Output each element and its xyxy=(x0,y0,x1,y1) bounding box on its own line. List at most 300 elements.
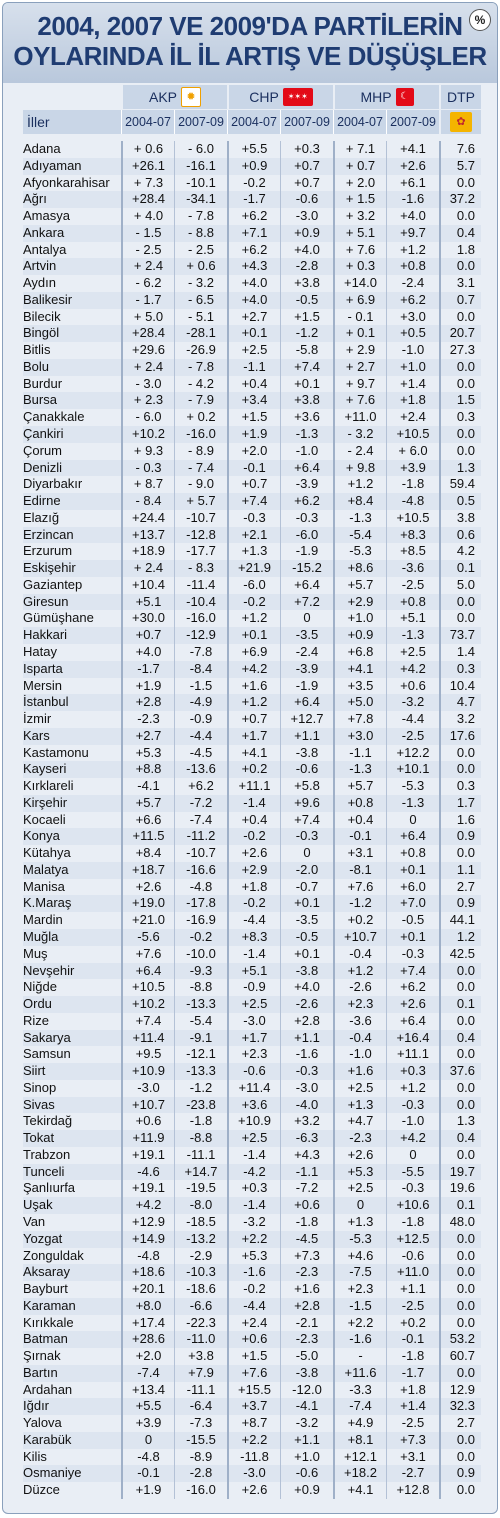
province-name: Ardahan xyxy=(23,1381,73,1397)
chp-2007-09: -5.8 xyxy=(280,342,333,359)
table-row xyxy=(23,912,481,929)
chp-2007-09: +0.9 xyxy=(280,1482,333,1499)
mhp-2004-07: +2.3 xyxy=(333,1281,386,1298)
mhp-2004-07: +1.0 xyxy=(333,610,386,627)
title-line-2: OYLARINDA İL İL ARTIŞ VE DÜŞÜŞLER xyxy=(13,41,487,71)
mhp-2004-07: +2.3 xyxy=(333,996,386,1013)
chp-2004-07: +0.3 xyxy=(227,1180,280,1197)
mhp-2007-09: -2.5 xyxy=(386,728,439,745)
chp-2007-09: -4.5 xyxy=(280,1231,333,1248)
mhp-2004-07: +8.6 xyxy=(333,560,386,577)
akp-logo-icon: ✹ xyxy=(181,87,201,107)
akp-2007-09: -6.6 xyxy=(174,1298,227,1315)
chp-2007-09: +0.1 xyxy=(280,946,333,963)
dtp-value: 1.2 xyxy=(439,929,481,946)
chp-2004-07: +21.9 xyxy=(227,560,280,577)
chp-2004-07: -3.0 xyxy=(227,1465,280,1482)
mhp-2007-09: +1.8 xyxy=(386,1382,439,1399)
chp-2004-07: +2.4 xyxy=(227,1315,280,1332)
mhp-2007-09: -3.2 xyxy=(386,694,439,711)
province-name: Tunceli xyxy=(23,1163,65,1179)
akp-2004-07: + 2.4 xyxy=(121,560,174,577)
mhp-2007-09: +2.4 xyxy=(386,409,439,426)
mhp-2004-07: +0.2 xyxy=(333,912,386,929)
chp-2004-07: +0.1 xyxy=(227,325,280,342)
akp-2007-09: -1.2 xyxy=(174,1080,227,1097)
akp-2004-07: +17.4 xyxy=(121,1315,174,1332)
mhp-2007-09: +2.6 xyxy=(386,158,439,175)
table-row xyxy=(23,158,481,175)
chp-2007-09: +4.3 xyxy=(280,1147,333,1164)
akp-2007-09: -10.0 xyxy=(174,946,227,963)
province-name: Bilecik xyxy=(23,308,61,324)
chp-2007-09: 0 xyxy=(280,610,333,627)
chp-2004-07: +2.5 xyxy=(227,996,280,1013)
chp-2007-09: -1.1 xyxy=(280,1164,333,1181)
akp-2004-07: - 6.2 xyxy=(121,275,174,292)
mhp-2004-07: + 9.7 xyxy=(333,376,386,393)
mhp-2007-09: +16.4 xyxy=(386,1030,439,1047)
table-row xyxy=(23,661,481,678)
akp-2007-09: -11.1 xyxy=(174,1382,227,1399)
akp-2004-07: -4.8 xyxy=(121,1248,174,1265)
dtp-value: 1.3 xyxy=(439,460,481,477)
mhp-2007-09: -2.4 xyxy=(386,275,439,292)
data-table xyxy=(23,141,481,1499)
province-name: Uşak xyxy=(23,1197,53,1213)
akp-2007-09: -13.2 xyxy=(174,1231,227,1248)
chp-2004-07: +10.9 xyxy=(227,1113,280,1130)
akp-2007-09: -26.9 xyxy=(174,342,227,359)
province-name: Kirşehir xyxy=(23,794,68,810)
table-row xyxy=(23,594,481,611)
mhp-2004-07: +3.1 xyxy=(333,845,386,862)
chp-2004-07: -4.4 xyxy=(227,1298,280,1315)
chp-2004-07: +1.9 xyxy=(227,426,280,443)
table-row xyxy=(23,1180,481,1197)
province-name: Diyarbakır xyxy=(23,476,83,492)
akp-2004-07: + 5.0 xyxy=(121,309,174,326)
akp-2007-09: -4.9 xyxy=(174,694,227,711)
mhp-2004-07: + 0.1 xyxy=(333,325,386,342)
akp-2004-07: + 4.0 xyxy=(121,208,174,225)
chp-2004-07: -0.6 xyxy=(227,1063,280,1080)
chp-2004-07: -1.1 xyxy=(227,359,280,376)
chp-2004-07: +6.2 xyxy=(227,208,280,225)
akp-2004-07: - 1.5 xyxy=(121,225,174,242)
province-name: Çanakkale xyxy=(23,409,85,425)
chp-2007-09: +7.4 xyxy=(280,359,333,376)
dtp-value: 1.7 xyxy=(439,795,481,812)
table-row xyxy=(23,275,481,292)
province-name: Karabük xyxy=(23,1431,72,1447)
chp-2007-09: -0.3 xyxy=(280,1063,333,1080)
chp-2007-09: -4.1 xyxy=(280,1398,333,1415)
akp-2007-09: -11.2 xyxy=(174,828,227,845)
mhp-2004-07: +7.8 xyxy=(333,711,386,728)
mhp-2004-07: + 2.0 xyxy=(333,175,386,192)
mhp-2004-07: +2.5 xyxy=(333,1180,386,1197)
akp-2007-09: -16.0 xyxy=(174,1482,227,1499)
province-name: Samsun xyxy=(23,1046,71,1062)
province-name: Şanlıurfa xyxy=(23,1180,76,1196)
mhp-2007-09: +12.5 xyxy=(386,1231,439,1248)
mhp-2004-07: -1.1 xyxy=(333,745,386,762)
mhp-2007-09: -0.3 xyxy=(386,1180,439,1197)
akp-2007-09: -2.9 xyxy=(174,1248,227,1265)
dtp-value: 5.0 xyxy=(439,577,481,594)
mhp-2004-07: -1.3 xyxy=(333,510,386,527)
chp-2004-07: +4.3 xyxy=(227,258,280,275)
table-row xyxy=(23,1348,481,1365)
akp-2004-07: - 8.4 xyxy=(121,493,174,510)
dtp-value: 0.1 xyxy=(439,560,481,577)
dtp-value: 0.0 xyxy=(439,1432,481,1449)
dtp-value: 1.6 xyxy=(439,812,481,829)
mhp-2007-09: -1.8 xyxy=(386,1348,439,1365)
province-name: Hakkari xyxy=(23,627,68,643)
table-row xyxy=(23,979,481,996)
akp-2007-09: -11.1 xyxy=(174,1147,227,1164)
mhp-2007-09: +0.5 xyxy=(386,325,439,342)
province-name: Yalova xyxy=(23,1415,62,1431)
province-name: Ankara xyxy=(23,224,65,240)
table-row xyxy=(23,895,481,912)
chp-2007-09: +1.6 xyxy=(280,1281,333,1298)
mhp-2004-07: +4.9 xyxy=(333,1415,386,1432)
mhp-2007-09: +6.2 xyxy=(386,292,439,309)
mhp-2004-07: -1.3 xyxy=(333,761,386,778)
chp-2007-09: +5.8 xyxy=(280,778,333,795)
chp-2007-09: +6.4 xyxy=(280,577,333,594)
akp-2007-09: + 5.7 xyxy=(174,493,227,510)
dtp-value: 0.0 xyxy=(439,1482,481,1499)
akp-2004-07: +4.0 xyxy=(121,644,174,661)
chp-2007-09: -0.3 xyxy=(280,828,333,845)
akp-2007-09: -13.6 xyxy=(174,761,227,778)
dtp-value: 0.0 xyxy=(439,1264,481,1281)
akp-2007-09: -16.0 xyxy=(174,426,227,443)
chp-period-1: 2004-07 xyxy=(227,110,280,134)
table-row xyxy=(23,325,481,342)
mhp-2004-07: + 0.3 xyxy=(333,258,386,275)
table-row xyxy=(23,627,481,644)
dtp-value: 17.6 xyxy=(439,728,481,745)
akp-2007-09: -4.5 xyxy=(174,745,227,762)
province-name: Malatya xyxy=(23,861,69,877)
mhp-2007-09: +12.2 xyxy=(386,745,439,762)
akp-2007-09: -13.3 xyxy=(174,996,227,1013)
mhp-2004-07: +0.9 xyxy=(333,627,386,644)
akp-2004-07: +19.1 xyxy=(121,1147,174,1164)
chp-2007-09: -0.6 xyxy=(280,761,333,778)
akp-2004-07: +13.7 xyxy=(121,527,174,544)
akp-2004-07: +1.9 xyxy=(121,678,174,695)
akp-label: AKP xyxy=(148,89,177,105)
province-name: Gümüşhane xyxy=(23,610,94,626)
table-row xyxy=(23,527,481,544)
akp-2004-07: +11.9 xyxy=(121,1130,174,1147)
dtp-value: 0.3 xyxy=(439,778,481,795)
akp-2007-09: -10.1 xyxy=(174,175,227,192)
mhp-2004-07: 0 xyxy=(333,1197,386,1214)
akp-2007-09: - 9.0 xyxy=(174,476,227,493)
province-name: Şırnak xyxy=(23,1348,61,1364)
chp-2007-09: -3.8 xyxy=(280,1365,333,1382)
mhp-2004-07: -0.4 xyxy=(333,1030,386,1047)
table-row xyxy=(23,1147,481,1164)
mhp-2004-07: +3.5 xyxy=(333,678,386,695)
chp-2004-07: +7.1 xyxy=(227,225,280,242)
dtp-value: 5.7 xyxy=(439,158,481,175)
mhp-2004-07: + 7.6 xyxy=(333,392,386,409)
chp-2004-07: +3.6 xyxy=(227,1097,280,1114)
akp-2004-07: + 7.3 xyxy=(121,175,174,192)
chp-2004-07: +1.6 xyxy=(227,678,280,695)
table-row xyxy=(23,1113,481,1130)
mhp-2007-09: +6.2 xyxy=(386,979,439,996)
mhp-2007-09: +1.2 xyxy=(386,1080,439,1097)
blank-header-cell xyxy=(23,85,121,109)
akp-2004-07: -4.1 xyxy=(121,778,174,795)
mhp-2007-09: +4.2 xyxy=(386,661,439,678)
mhp-2007-09: -1.3 xyxy=(386,795,439,812)
akp-2007-09: -8.8 xyxy=(174,1130,227,1147)
province-name: Konya xyxy=(23,828,60,844)
table-row xyxy=(23,1063,481,1080)
chp-2004-07: -0.2 xyxy=(227,895,280,912)
dtp-value: 3.2 xyxy=(439,711,481,728)
province-name: Bingöl xyxy=(23,325,60,341)
akp-2004-07: +10.5 xyxy=(121,979,174,996)
akp-2004-07: +4.2 xyxy=(121,1197,174,1214)
akp-2004-07: +13.4 xyxy=(121,1382,174,1399)
akp-2007-09: +3.8 xyxy=(174,1348,227,1365)
chp-2004-07: -11.8 xyxy=(227,1449,280,1466)
mhp-2007-09: -1.8 xyxy=(386,476,439,493)
mhp-2007-09: +0.6 xyxy=(386,678,439,695)
dtp-value: 1.8 xyxy=(439,242,481,259)
chp-2007-09: -3.2 xyxy=(280,1415,333,1432)
chp-2007-09: -12.0 xyxy=(280,1382,333,1399)
mhp-logo-icon: ☾ xyxy=(396,88,414,106)
akp-2007-09: -0.2 xyxy=(174,929,227,946)
table-row xyxy=(23,1298,481,1315)
table-row xyxy=(23,845,481,862)
chp-2007-09: +3.8 xyxy=(280,392,333,409)
province-name: İzmir xyxy=(23,711,52,727)
province-name: Erzurum xyxy=(23,543,73,559)
mhp-period-1: 2004-07 xyxy=(333,110,386,134)
dtp-value: 0.0 xyxy=(439,1281,481,1298)
akp-2007-09: - 5.1 xyxy=(174,309,227,326)
akp-2004-07: +0.6 xyxy=(121,1113,174,1130)
dtp-value: 0.0 xyxy=(439,1231,481,1248)
chp-2007-09: +3.8 xyxy=(280,275,333,292)
mhp-2004-07: -7.5 xyxy=(333,1264,386,1281)
dtp-value: 2.7 xyxy=(439,1415,481,1432)
dtp-value: 59.4 xyxy=(439,476,481,493)
province-name: Mardin xyxy=(23,912,63,928)
chp-2007-09: +7.2 xyxy=(280,594,333,611)
dtp-value: 0.1 xyxy=(439,996,481,1013)
table-row xyxy=(23,409,481,426)
akp-2007-09: -0.9 xyxy=(174,711,227,728)
akp-2007-09: +7.9 xyxy=(174,1365,227,1382)
dtp-value: 0.0 xyxy=(439,1449,481,1466)
dtp-value: 10.4 xyxy=(439,678,481,695)
province-name: Amasya xyxy=(23,208,70,224)
dtp-value: 73.7 xyxy=(439,627,481,644)
dtp-value: 1.4 xyxy=(439,644,481,661)
mhp-2004-07: +2.2 xyxy=(333,1315,386,1332)
akp-2007-09: -10.7 xyxy=(174,845,227,862)
akp-2007-09: - 3.2 xyxy=(174,275,227,292)
table-row xyxy=(23,1248,481,1265)
table-row xyxy=(23,778,481,795)
akp-2004-07: - 3.0 xyxy=(121,376,174,393)
chp-2007-09: -1.9 xyxy=(280,678,333,695)
dtp-value: 42.5 xyxy=(439,946,481,963)
akp-2007-09: -18.6 xyxy=(174,1281,227,1298)
chp-2004-07: +5.5 xyxy=(227,141,280,158)
akp-2007-09: -13.3 xyxy=(174,1063,227,1080)
chp-2004-07: -1.6 xyxy=(227,1264,280,1281)
akp-2007-09: - 7.9 xyxy=(174,392,227,409)
province-name: Aksaray xyxy=(23,1264,70,1280)
mhp-2007-09: + 6.0 xyxy=(386,443,439,460)
mhp-2007-09: +0.1 xyxy=(386,929,439,946)
table-row xyxy=(23,175,481,192)
table-row xyxy=(23,946,481,963)
table-row xyxy=(23,443,481,460)
chp-2004-07: +11.4 xyxy=(227,1080,280,1097)
mhp-2004-07: +2.6 xyxy=(333,1147,386,1164)
chp-2007-09: -3.9 xyxy=(280,476,333,493)
akp-2004-07: +5.1 xyxy=(121,594,174,611)
province-name: Eskişehir xyxy=(23,560,76,576)
chp-2007-09: +6.4 xyxy=(280,694,333,711)
mhp-2007-09: -2.5 xyxy=(386,1415,439,1432)
chp-2007-09: -4.0 xyxy=(280,1097,333,1114)
chp-2004-07: -0.2 xyxy=(227,594,280,611)
title-line-1: 2004, 2007 VE 2009'DA PARTİLERİN xyxy=(37,11,463,41)
mhp-2004-07: -5.4 xyxy=(333,527,386,544)
akp-2007-09: -10.7 xyxy=(174,510,227,527)
province-name: Kars xyxy=(23,727,50,743)
table-row xyxy=(23,1197,481,1214)
dtp-value: 53.2 xyxy=(439,1331,481,1348)
dtp-logo-cell xyxy=(439,110,481,134)
mhp-2004-07: -1.5 xyxy=(333,1298,386,1315)
mhp-2004-07: +1.3 xyxy=(333,1097,386,1114)
akp-2007-09: -4.4 xyxy=(174,728,227,745)
mhp-2004-07: + 0.7 xyxy=(333,158,386,175)
chp-2007-09: 0 xyxy=(280,845,333,862)
table-row xyxy=(23,1214,481,1231)
akp-2007-09: -8.8 xyxy=(174,979,227,996)
akp-2004-07: - 6.0 xyxy=(121,409,174,426)
akp-2004-07: +28.6 xyxy=(121,1331,174,1348)
dtp-value: 0.0 xyxy=(439,845,481,862)
chp-2004-07: -1.4 xyxy=(227,1197,280,1214)
dtp-value: 0.7 xyxy=(439,292,481,309)
chp-2007-09: -0.5 xyxy=(280,292,333,309)
dtp-value: 0.3 xyxy=(439,661,481,678)
province-name: Siirt xyxy=(23,1063,46,1079)
mhp-2007-09: -1.0 xyxy=(386,1113,439,1130)
akp-2007-09: -17.7 xyxy=(174,543,227,560)
mhp-2007-09: -1.7 xyxy=(386,1365,439,1382)
akp-2004-07: +7.4 xyxy=(121,1013,174,1030)
mhp-2004-07: +11.6 xyxy=(333,1365,386,1382)
dtp-value: 19.7 xyxy=(439,1164,481,1181)
chp-2007-09: +1.1 xyxy=(280,1030,333,1047)
dtp-value: 0.9 xyxy=(439,828,481,845)
chp-2004-07: -1.4 xyxy=(227,1147,280,1164)
dtp-value: 0.9 xyxy=(439,1465,481,1482)
mhp-2007-09: +6.4 xyxy=(386,1013,439,1030)
mhp-2007-09: -1.8 xyxy=(386,1214,439,1231)
table-row xyxy=(23,1231,481,1248)
province-name: Van xyxy=(23,1214,46,1229)
dtp-value: 7.6 xyxy=(439,141,481,158)
mhp-2004-07: -5.3 xyxy=(333,543,386,560)
mhp-2007-09: -0.5 xyxy=(386,912,439,929)
mhp-2004-07: -3.6 xyxy=(333,1013,386,1030)
akp-2007-09: -7.4 xyxy=(174,812,227,829)
chp-2004-07: +4.1 xyxy=(227,745,280,762)
dtp-value: 0.0 xyxy=(439,376,481,393)
mhp-2007-09: +0.3 xyxy=(386,1063,439,1080)
mhp-2004-07: -2.3 xyxy=(333,1130,386,1147)
mhp-2007-09: +3.9 xyxy=(386,460,439,477)
mhp-2004-07: +5.7 xyxy=(333,778,386,795)
chp-2007-09: +6.2 xyxy=(280,493,333,510)
chp-2007-09: -2.3 xyxy=(280,1264,333,1281)
mhp-2007-09: -2.5 xyxy=(386,1298,439,1315)
chp-2004-07: -0.2 xyxy=(227,1281,280,1298)
akp-2004-07: +28.4 xyxy=(121,325,174,342)
chp-2004-07: +6.9 xyxy=(227,644,280,661)
akp-2004-07: +19.0 xyxy=(121,895,174,912)
table-row xyxy=(23,996,481,1013)
dtp-value: 0.0 xyxy=(439,309,481,326)
akp-2007-09: -1.8 xyxy=(174,1113,227,1130)
chp-2004-07: +0.9 xyxy=(227,158,280,175)
chp-2004-07: +7.6 xyxy=(227,1365,280,1382)
dtp-value: 1.1 xyxy=(439,862,481,879)
dtp-logo-icon: ✿ xyxy=(450,112,472,132)
table-row xyxy=(23,1046,481,1063)
chp-2004-07: +3.7 xyxy=(227,1398,280,1415)
chp-2004-07: +0.7 xyxy=(227,711,280,728)
chp-2007-09: +0.7 xyxy=(280,158,333,175)
mhp-2007-09: 0 xyxy=(386,1147,439,1164)
dtp-value: 3.8 xyxy=(439,510,481,527)
chp-2004-07: +2.5 xyxy=(227,342,280,359)
chp-2007-09: +0.6 xyxy=(280,1197,333,1214)
akp-header xyxy=(121,85,227,109)
dtp-value: 37.2 xyxy=(439,191,481,208)
province-name: Iğdır xyxy=(23,1398,50,1414)
akp-2007-09: -18.5 xyxy=(174,1214,227,1231)
mhp-2004-07: +6.8 xyxy=(333,644,386,661)
akp-2007-09: -15.5 xyxy=(174,1432,227,1449)
mhp-2004-07: +8.1 xyxy=(333,1432,386,1449)
chp-2004-07: +1.7 xyxy=(227,1030,280,1047)
mhp-2007-09: +7.4 xyxy=(386,963,439,980)
